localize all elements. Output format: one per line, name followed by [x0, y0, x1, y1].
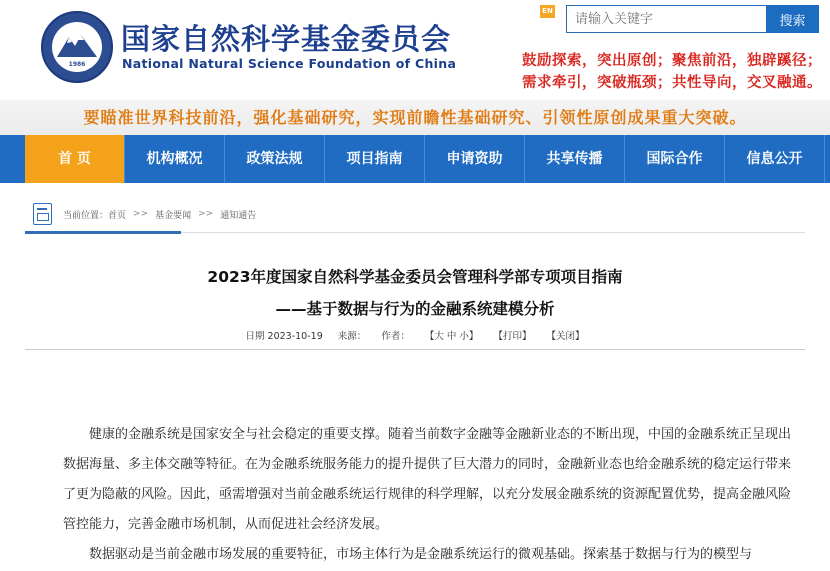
- meta-divider: [25, 349, 805, 350]
- article-body: [63, 420, 791, 570]
- breadcrumb-notices[interactable]: 通知通告: [220, 210, 257, 221]
- breadcrumb-news[interactable]: 基金要闻: [155, 210, 192, 221]
- nav-item-about[interactable]: 机构概况: [125, 135, 225, 183]
- site-title-cn: 国家自然科学基金委员会: [121, 22, 452, 56]
- article-paragraph: 健康的金融系统是国家安全与社会稳定的重要支撑。随着当前数字金融等金融新业态的不断出现，中国的金融系统正呈现出数据海量、多主体交融等特征。在为金融系统服务能力的提升提供了巨大潜力的同时，金融新业态也给金融系统的稳定运行带来了更为隐蔽的风险。因此，亟需增强对当前金融系统运行规律的科学理解，以充分发展金融系统的资源配置优势，提高金融风险管控能力，完善金融市场机制，从而促进社会经济发展。: [63, 427, 792, 532]
- site-header: [0, 0, 830, 100]
- search-input[interactable]: [566, 5, 767, 33]
- breadcrumb-accent-bar: [25, 231, 181, 234]
- motto-banner: 要瞄准世界科技前沿，强化基础研究，实现前瞻性基础研究、引领性原创成果重大突破。: [0, 100, 830, 135]
- main-nav: [0, 135, 830, 183]
- nav-item-disclosure[interactable]: 信息公开: [725, 135, 825, 183]
- english-version-icon[interactable]: EN: [540, 5, 555, 18]
- article-author-label: 作者：: [381, 331, 410, 342]
- nav-spacer: [0, 135, 25, 183]
- article-subtitle: ——基于数据与行为的金融系统建模分析: [275, 300, 555, 318]
- breadcrumb-home[interactable]: 首页: [108, 210, 127, 221]
- article-title: 2023年度国家自然科学基金委员会管理科学部专项项目指南: [207, 268, 623, 286]
- breadcrumb-prefix: 当前位置：: [63, 210, 109, 221]
- nav-item-policy[interactable]: 政策法规: [225, 135, 325, 183]
- nav-item-guide[interactable]: 项目指南: [325, 135, 425, 183]
- article-paragraph: 数据驱动是当前金融市场发展的重要特征，市场主体行为是金融系统运行的微观基础。探索基于数据与行为的模型与: [89, 547, 753, 562]
- search-button[interactable]: 搜索: [766, 5, 819, 33]
- font-size-control[interactable]: 【大 中 小】: [424, 331, 479, 342]
- nav-item-home[interactable]: 首 页: [25, 135, 125, 183]
- breadcrumb-separator: >>: [133, 209, 149, 219]
- site-title-en: National Natural Science Foundation of China: [122, 56, 457, 71]
- nav-item-sharing[interactable]: 共享传播: [525, 135, 625, 183]
- location-icon: [33, 203, 52, 225]
- slogan-line-1: 鼓励探索，突出原创；聚焦前沿，独辟蹊径；: [522, 52, 822, 69]
- print-link[interactable]: 【打印】: [493, 331, 532, 342]
- svg-text:1986: 1986: [68, 61, 86, 68]
- nav-item-international[interactable]: 国际合作: [625, 135, 725, 183]
- slogan-line-2: 需求牵引，突破瓶颈；共性导向，交叉融通。: [522, 74, 822, 91]
- close-link[interactable]: 【关闭】: [546, 331, 585, 342]
- breadcrumb-separator: >>: [198, 209, 214, 219]
- article-date: 日期 2023-10-19: [245, 331, 323, 342]
- nav-item-funding[interactable]: 申请资助: [425, 135, 525, 183]
- breadcrumb: [33, 202, 256, 226]
- article-source-label: 来源：: [337, 331, 367, 342]
- article-meta: [0, 328, 830, 342]
- nsfc-logo[interactable]: [41, 11, 113, 83]
